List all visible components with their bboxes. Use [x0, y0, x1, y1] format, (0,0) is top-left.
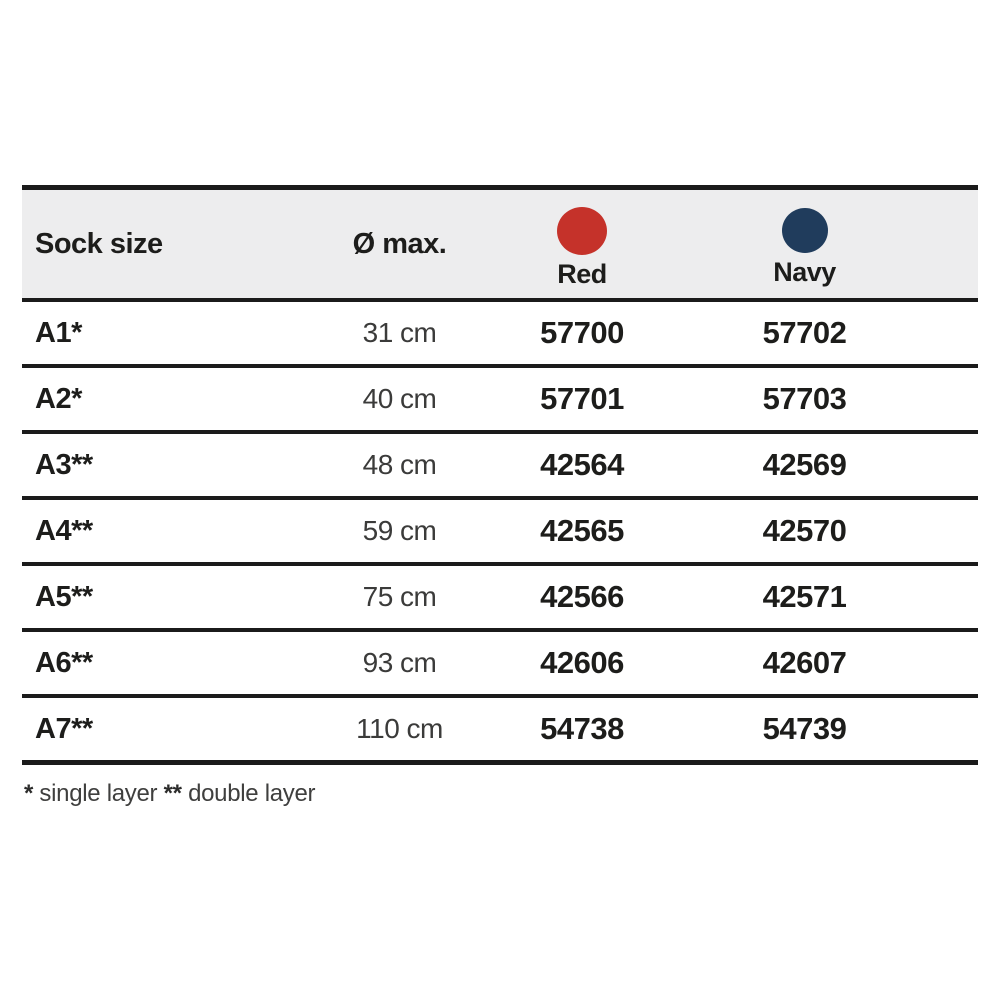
sock-size-cell: A3** — [35, 448, 93, 481]
diameter-cell: 75 cm — [362, 581, 437, 612]
red-code-cell: 42566 — [540, 579, 624, 614]
layer-footnote — [24, 780, 315, 808]
column-header-diameter-max: Ø max. — [352, 227, 447, 260]
diameter-cell: 93 cm — [362, 647, 437, 678]
navy-code-cell: 42570 — [762, 513, 847, 548]
table-row-a7 — [22, 698, 978, 765]
column-header-red-label: Red — [557, 258, 607, 289]
sock-size-cell: A1* — [35, 316, 82, 349]
diameter-cell: 31 cm — [362, 317, 437, 348]
table-row-a4 — [22, 500, 978, 566]
sock-size-table — [22, 185, 978, 765]
diameter-cell: 110 cm — [356, 713, 443, 744]
single-layer-asterisk: * — [24, 780, 34, 807]
diameter-cell: 59 cm — [362, 515, 437, 546]
red-color-dot-icon — [557, 207, 607, 255]
red-code-cell: 42565 — [540, 513, 624, 548]
sock-size-cell: A4** — [35, 514, 93, 547]
red-code-cell: 42606 — [540, 645, 624, 680]
column-header-sock-size: Sock size — [35, 227, 163, 260]
table-row-a2 — [22, 368, 978, 434]
table-row-a3 — [22, 434, 978, 500]
table-row-a6 — [22, 632, 978, 698]
navy-code-cell: 57702 — [762, 315, 847, 350]
column-header-navy-label: Navy — [773, 257, 836, 287]
navy-code-cell: 42607 — [762, 645, 847, 680]
red-code-cell: 57701 — [540, 381, 624, 416]
navy-code-cell: 42571 — [762, 579, 847, 614]
navy-code-cell: 42569 — [762, 447, 847, 482]
table-row-a5 — [22, 566, 978, 632]
navy-color-dot-icon — [782, 208, 828, 253]
sock-size-cell: A6** — [35, 646, 93, 679]
single-layer-text: single layer — [39, 780, 158, 807]
sock-size-cell: A5** — [35, 580, 93, 613]
red-code-cell: 57700 — [540, 315, 624, 350]
red-code-cell: 42564 — [540, 447, 624, 482]
double-layer-text: double layer — [188, 780, 316, 807]
column-header-navy — [672, 200, 937, 288]
table-row-a1 — [22, 302, 978, 368]
navy-code-cell: 54739 — [762, 711, 847, 746]
double-layer-asterisk: ** — [163, 780, 182, 807]
diameter-cell: 48 cm — [362, 449, 437, 480]
sock-size-cell: A2* — [35, 382, 82, 415]
column-header-red — [492, 199, 672, 290]
navy-code-cell: 57703 — [762, 381, 847, 416]
table-header-row — [22, 190, 978, 302]
red-code-cell: 54738 — [540, 711, 624, 746]
sock-size-cell: A7** — [35, 712, 93, 745]
diameter-cell: 40 cm — [362, 383, 437, 414]
